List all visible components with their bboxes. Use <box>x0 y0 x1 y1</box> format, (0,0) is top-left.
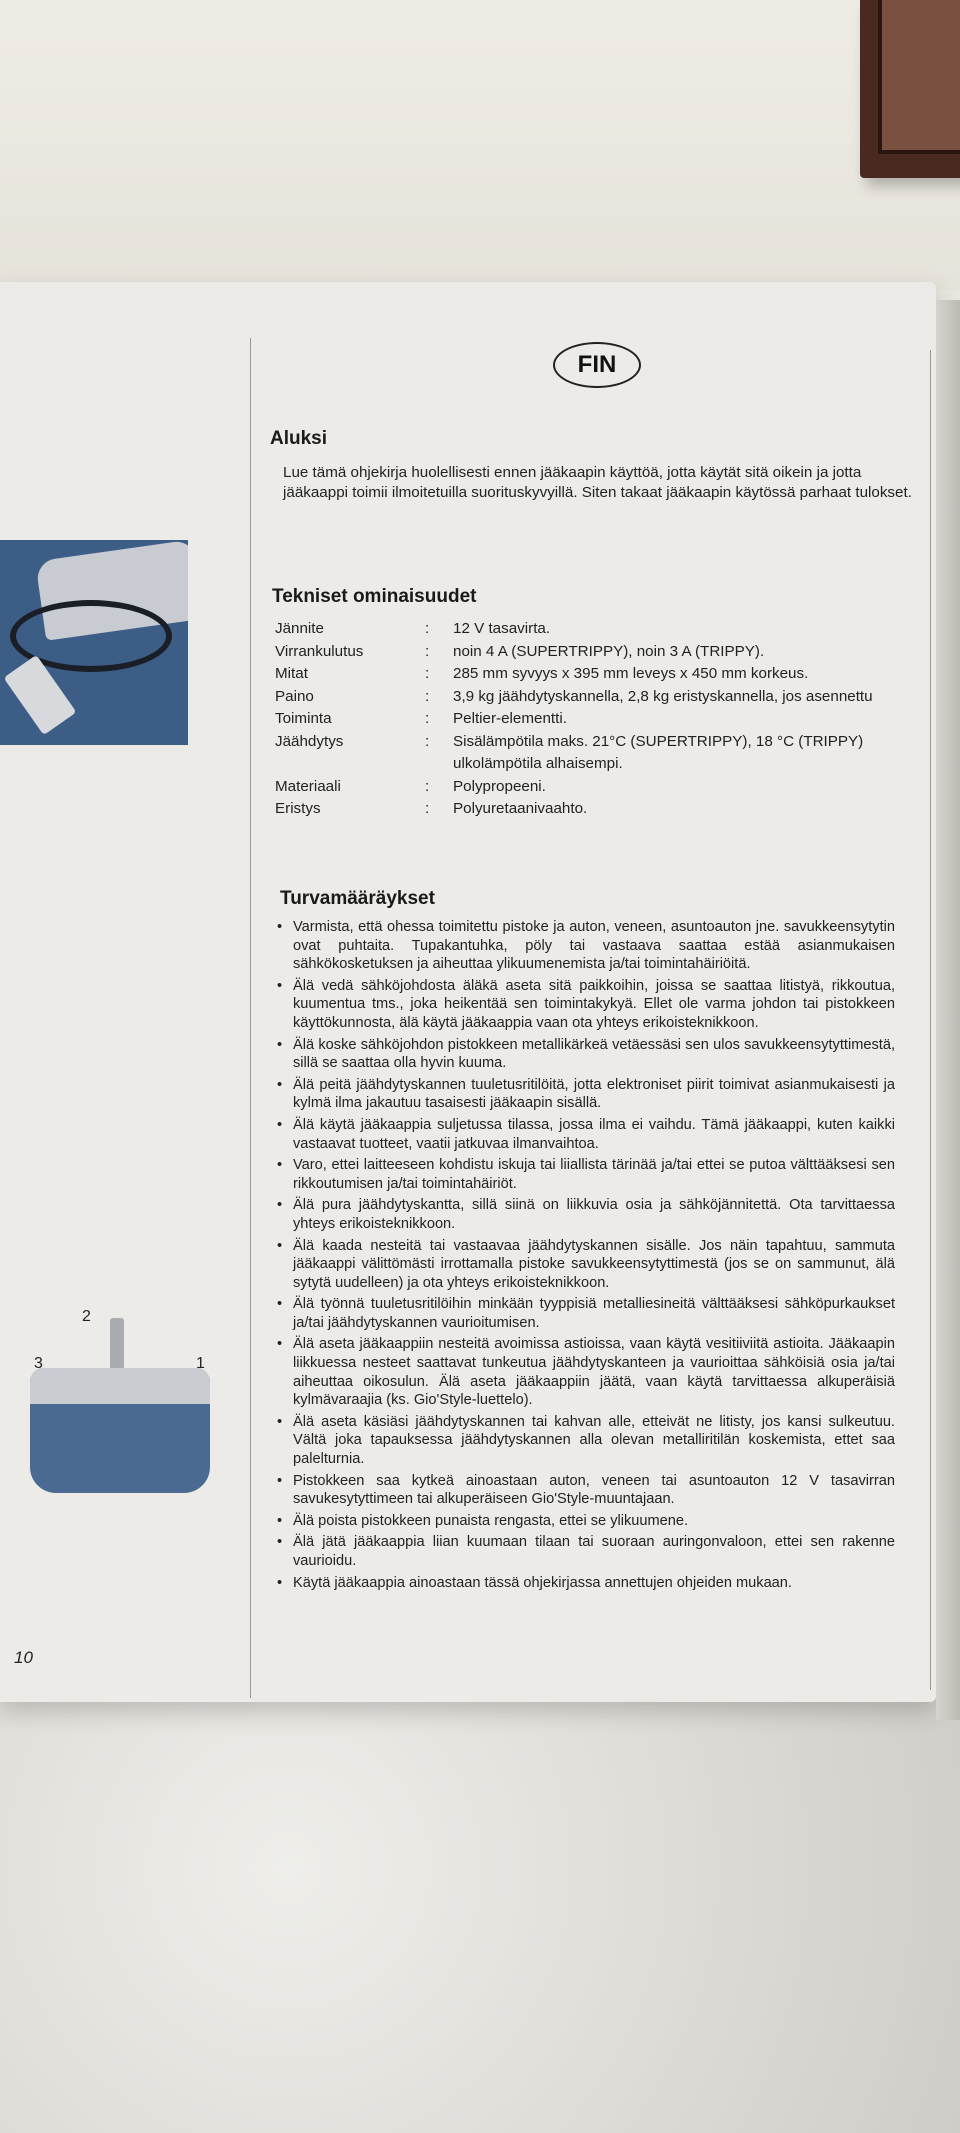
safety-list-item: • Varmista, että ohessa toimitettu pistoke ja auton, veneen, asuntoauton jne. savukkeensytytin ovat puhtaita. Tupakantuhka, pöly tai vastaava saattaa estää asianmukaisen sähkökosketuksen ja aiheuttaa ylikuumenemista ja/tai toimintahäiriöitä. <box>275 918 895 974</box>
spec-row <box>275 641 915 664</box>
spec-label: Jäähdytys <box>275 732 344 750</box>
intro-heading: Aluksi <box>270 428 328 449</box>
spec-label: Materiaali <box>275 777 341 795</box>
callout-label: 1 <box>196 1355 205 1372</box>
spec-label: Toiminta <box>275 710 332 727</box>
spec-value: Polyuretaanivaahto. <box>453 800 588 817</box>
safety-list-item: • Käytä jääkaappia ainoastaan tässä ohjekirjassa annettujen ohjeiden mukaan. <box>275 1574 895 1593</box>
product-photo-bottom <box>30 1368 210 1493</box>
spec-value: Polypropeeni. <box>453 777 546 795</box>
spec-label: Mitat <box>275 665 308 682</box>
safety-list-item: • Älä vedä sähköjohdosta äläkä aseta sitä paikkoihin, joissa se saattaa litistyä, rikkoutua, kuumentua tms., joka heikentää sen toimintakykyä. Ellet ole varma johdon tai pistokkeen käyttökunnosta, älä käytä jääkaappia vaan ota yhteys erikoisteknikkoon. <box>275 977 895 1033</box>
safety-list-item: • Älä jätä jääkaappia liian kuumaan tilaan tai suoraan auringonvaloon, ettei sen rakenne vaurioidu. <box>275 1533 895 1570</box>
spec-separator: : <box>425 687 430 705</box>
spec-label: Eristys <box>275 800 321 817</box>
callout-label: 2 <box>82 1308 91 1325</box>
table-surface <box>0 1690 960 2133</box>
safety-list-item: • Älä kaada nesteitä tai vastaavaa jäähdytyskannen sisälle. Jos näin tapahtuu, sammuta jääkaappi välittömästi irrottamalla pistoke savukkeensytyttimestä (jos se on sammunut, älä sytytä uudelleen) ja ota yhteys erikoisteknikkoon. <box>275 1237 895 1293</box>
spec-label: Jännite <box>275 620 324 637</box>
spec-value: 3,9 kg jäähdytyskannella, 2,8 kg eristyskannella, jos asennettu <box>453 687 873 705</box>
spec-value: noin 4 A (SUPERTRIPPY), noin 3 A (TRIPPY). <box>453 642 765 660</box>
picture-frame-inner <box>878 0 960 154</box>
picture-frame <box>860 0 960 178</box>
spec-separator: : <box>425 800 430 817</box>
safety-list-item: • Älä käytä jääkaappia suljetussa tilassa, jossa ilma ei vaihdu. Tämä jääkaappi, kuten kaikki vastaavat tuotteet, vaatii jatkuvaa ilmanvaihtoa. <box>275 1116 895 1153</box>
page-edge <box>936 300 960 1720</box>
column-divider-right <box>930 350 931 1690</box>
specs-table <box>275 618 915 821</box>
spec-row <box>275 686 915 709</box>
spec-separator: : <box>425 732 430 750</box>
product-photo-top <box>0 540 188 745</box>
safety-list-item: • Älä peitä jäähdytyskannen tuuletusritilöitä, jotta elektroniset piirit toimivat asianmukaisesti ja kylmä ilma jakautuu tasaisesti jääkaapin sisällä. <box>275 1076 895 1113</box>
spec-label: Paino <box>275 687 314 705</box>
safety-list-item: • Varo, ettei laitteeseen kohdistu iskuja tai liiallista tärinää ja/tai ettei se putoa välttääksesi sen rikkoutumisen ja/tai toimintahäiriöt. <box>275 1156 895 1193</box>
spec-row <box>275 798 915 821</box>
language-badge-text: FIN <box>577 351 617 378</box>
column-divider-left <box>250 338 251 1698</box>
safety-list-item: • Älä aseta jääkaappiin nesteitä avoimissa astioissa, vaan käytä vesitiiviitä astioita. Jääkaapin liikkuessa nesteet saattavat tunkeutua jäähdytyskanteen ja vaurioittaa sähköisiä osia ja/tai aiheuttaa oikosulun. Älä aseta jääkaappiin jäätä, vaan käytä tarvittaessa alkuperäisiä kylmävaraajia (ks. Gio'Style-luettelo). <box>275 1335 895 1409</box>
spec-value: Sisälämpötila maks. 21°C (SUPERTRIPPY), 18 °C (TRIPPY) ulkolämpötila alhaisempi. <box>453 732 864 772</box>
background-wall <box>0 0 960 290</box>
spec-row <box>275 731 915 776</box>
page-number: 10 <box>14 1648 33 1667</box>
spec-row <box>275 776 915 799</box>
spec-label: Virrankulutus <box>275 642 364 660</box>
specs-heading: Tekniset ominaisuudet <box>272 586 477 607</box>
intro-text: Lue tämä ohjekirja huolellisesti ennen jääkaapin käyttöä, jotta käytät sitä oikein ja jotta jääkaappi toimii ilmoitetuilla suorituskyvyillä. Siten takaat jääkaapin käytössä parhaat tulokset. <box>283 464 912 501</box>
callout-label: 3 <box>34 1355 43 1372</box>
spec-separator: : <box>425 777 430 795</box>
spec-row <box>275 618 915 641</box>
language-badge <box>553 342 641 388</box>
spec-value: 12 V tasavirta. <box>453 620 551 637</box>
spec-separator: : <box>425 710 430 727</box>
spec-separator: : <box>425 642 430 660</box>
safety-list-item: • Pistokkeen saa kytkeä ainoastaan auton, veneen tai asuntoauton 12 V tasavirran savukesytyttimeen tai alkuperäiseen Gio'Style-muuntajaan. <box>275 1472 895 1509</box>
spec-row <box>275 663 915 686</box>
spec-separator: : <box>425 620 430 637</box>
spec-value: 285 mm syvyys x 395 mm leveys x 450 mm korkeus. <box>453 665 809 682</box>
cooler-top-shape <box>30 1368 210 1404</box>
safety-list-item: • Älä työnnä tuuletusritilöihin minkään tyyppisiä metalliesineitä välttääksesi sähköpurkaukset ja/tai jäähdytyskannen vaurioitumisen. <box>275 1295 895 1332</box>
safety-list-item: • Älä pura jäähdytyskantta, sillä siinä on liikkuvia osia ja sähköjännitettä. Ota tarvittaessa yhteys erikoisteknikkoon. <box>275 1196 895 1233</box>
safety-list-item: • Älä poista pistokkeen punaista rengasta, ettei se ylikuumene. <box>275 1512 895 1531</box>
spec-value: Peltier-elementti. <box>453 710 567 727</box>
safety-list <box>275 918 895 1595</box>
safety-list-item: • Älä koske sähköjohdon pistokkeen metallikärkeä vetäessäsi sen ulos savukkeensytyttimestä, sillä se saattaa olla hyvin kuuma. <box>275 1036 895 1073</box>
safety-list-item: • Älä aseta käsiäsi jäähdytyskannen tai kahvan alle, etteivät ne litisty, jos kansi sulkeutuu. Vältä joka tapauksessa jäähdytyskannen alla olevan metalliritilän koskemista, ettet saa palelturnia. <box>275 1413 895 1469</box>
safety-heading: Turvamääräykset <box>280 888 435 909</box>
spec-row <box>275 708 915 731</box>
spec-separator: : <box>425 665 430 682</box>
